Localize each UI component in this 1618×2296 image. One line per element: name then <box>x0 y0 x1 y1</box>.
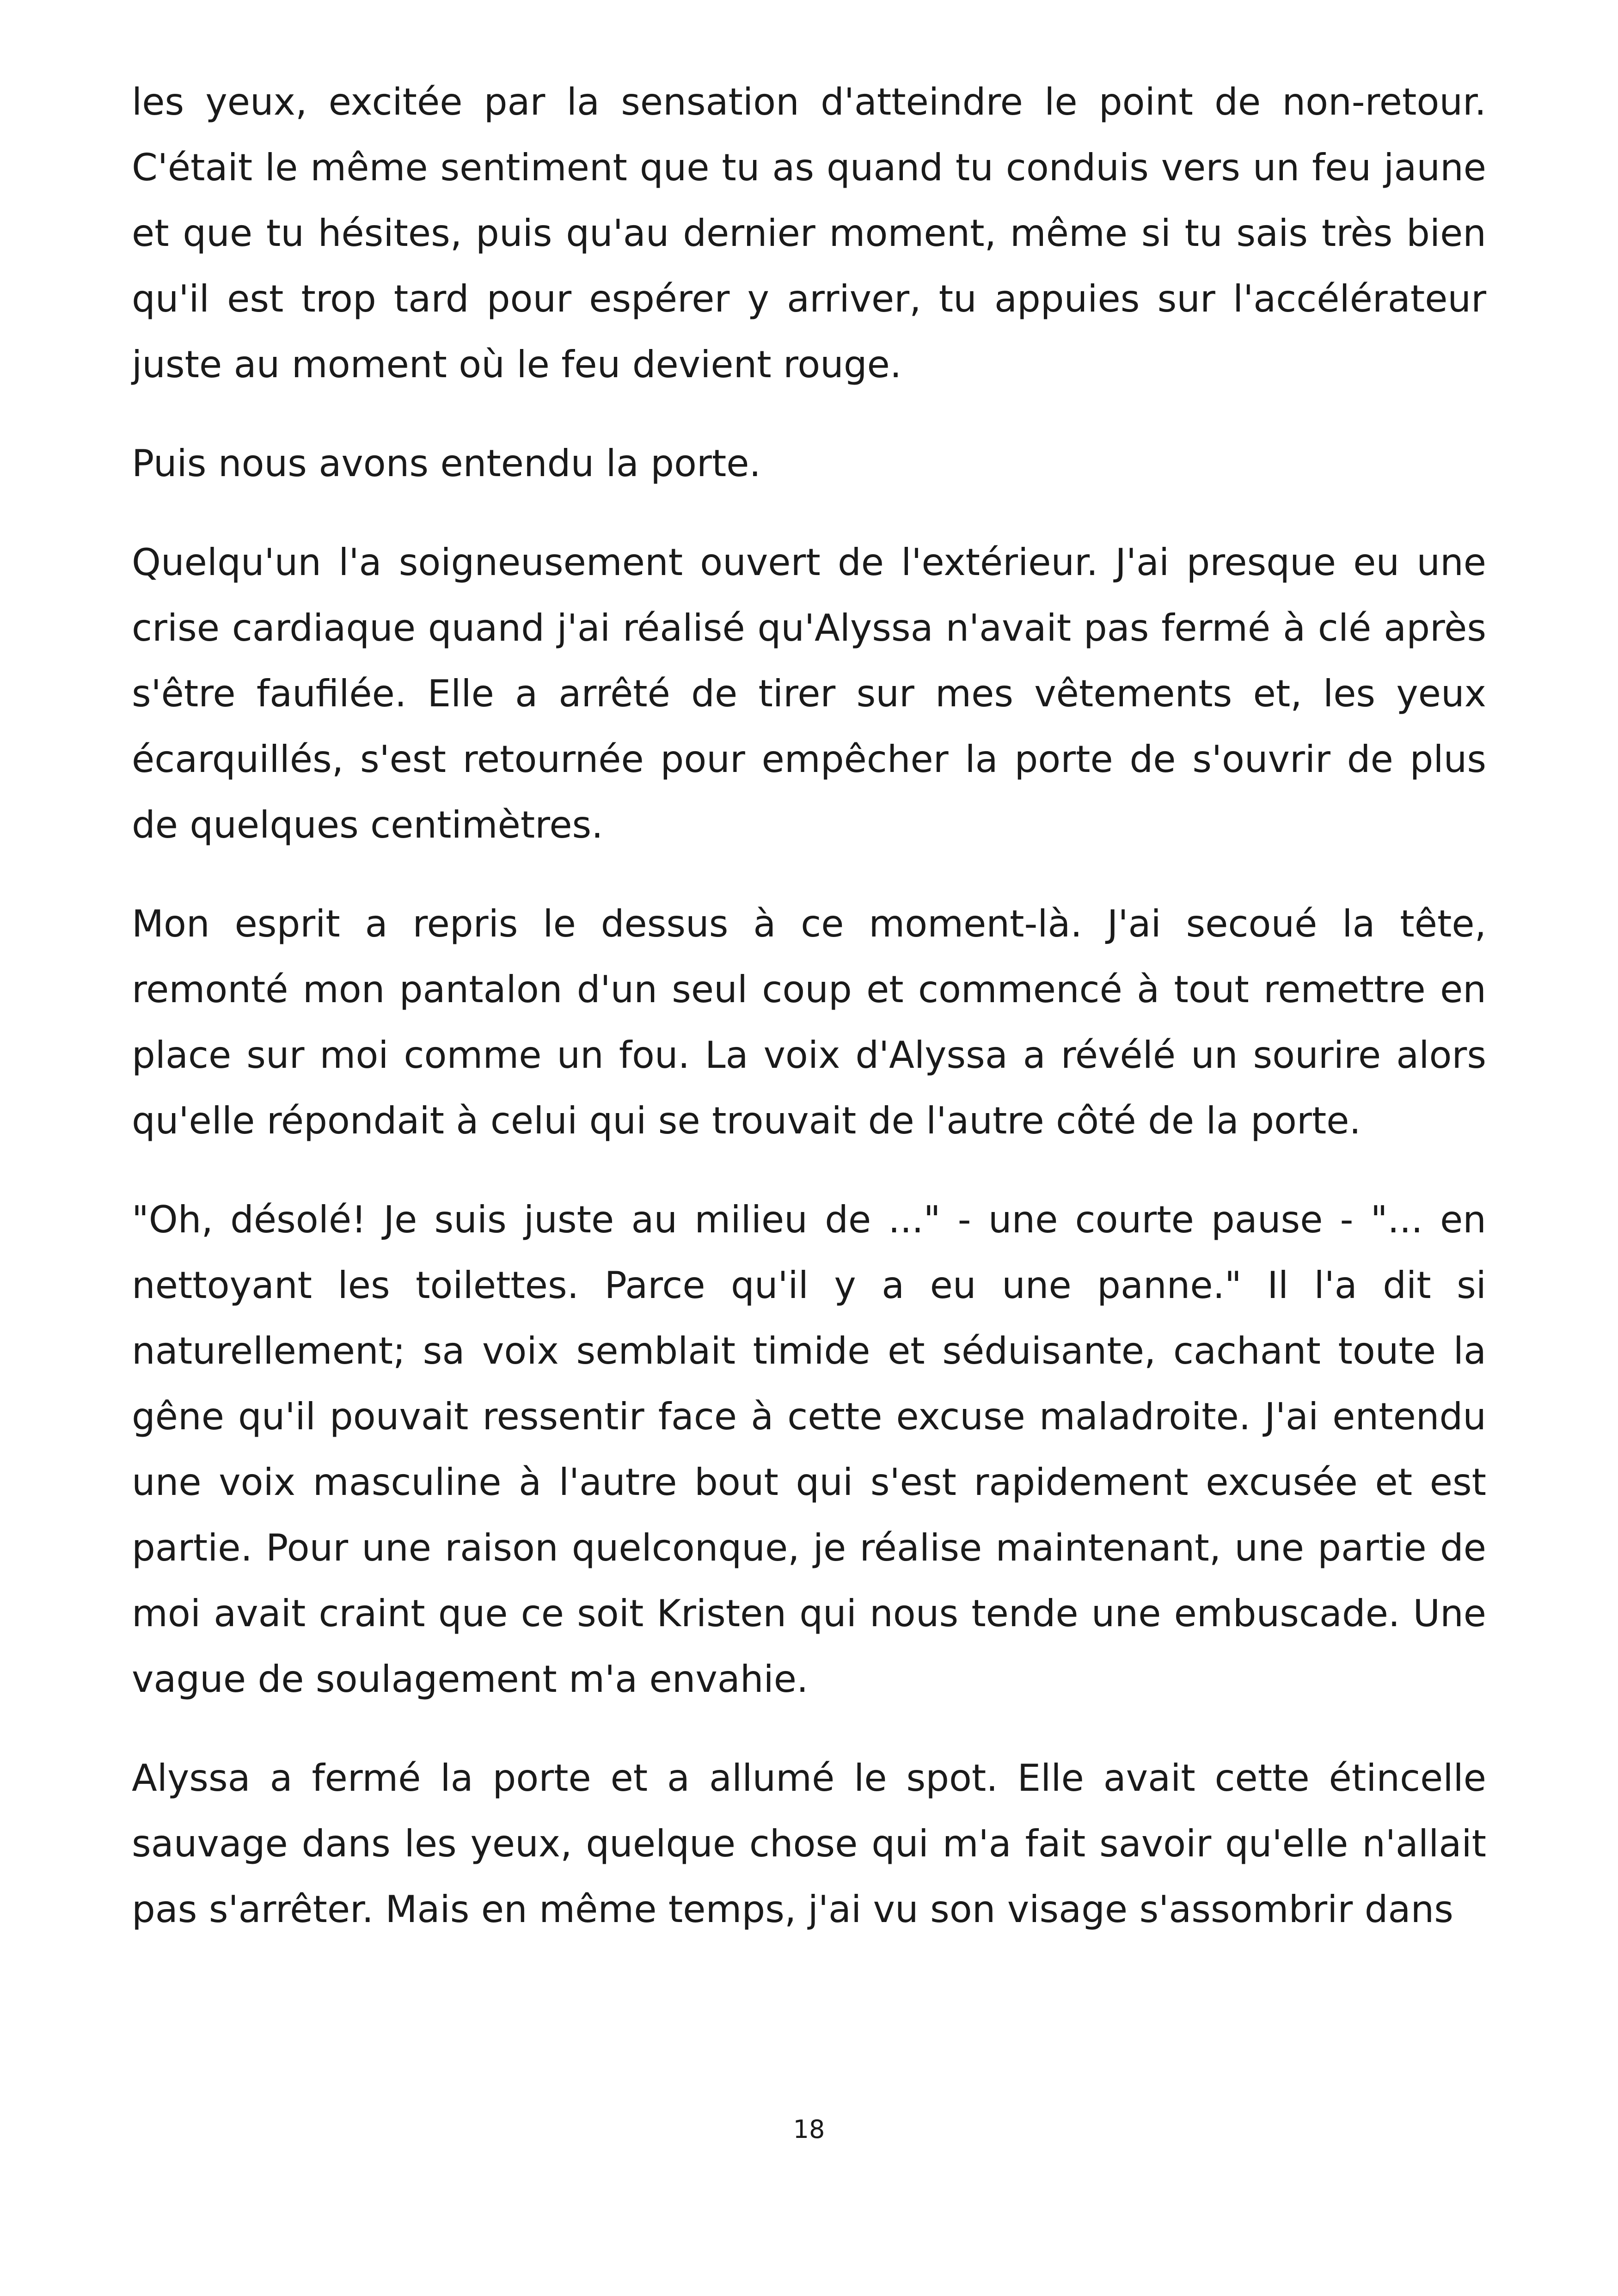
page-number: 18 <box>793 2115 825 2144</box>
paragraph-5: "Oh, désolé! Je suis juste au milieu de ..." - une courte pause - "... en nettoyant les toilettes. Parce qu'il y a eu une panne." Il l'a dit si naturellement; sa voix semblait timide et séduisante, cachant toute la gêne qu'il pouvait ressentir face à cette excuse maladroite. J'ai entendu une voix masculine à l'autre bout qui s'est rapidement excusée et est partie. Pour une raison quelconque, je réalise maintenant, une partie de moi avait craint que ce soit Kristen qui nous tende une embuscade. Une vague de soulagement m'a envahie. <box>132 1198 1486 1701</box>
paragraph-3: Quelqu'un l'a soigneusement ouvert de l'extérieur. J'ai presque eu une crise cardiaque quand j'ai réalisé qu'Alyssa n'avait pas fermé à clé après s'être faufilée. Elle a arrêté de tirer sur mes vêtements et, les yeux écarquillés, s'est retournée pour empêcher la porte de s'ouvrir de plus de quelques centimètres. <box>132 541 1486 846</box>
paragraph-2: Puis nous avons entendu la porte. <box>132 442 761 485</box>
paragraph-1: les yeux, excitée par la sensation d'atteindre le point de non-retour. C'était le même sentiment que tu as quand tu conduis vers un feu jaune et que tu hésites, puis qu'au dernier moment, même si tu sais très bien qu'il est trop tard pour espérer y arriver, tu appuies sur l'accélérateur juste au moment où le feu devient rouge. <box>132 80 1486 386</box>
paragraph-6: Alyssa a fermé la porte et a allumé le spot. Elle avait cette étincelle sauvage dans les yeux, quelque chose qui m'a fait savoir qu'elle n'allait pas s'arrêter. Mais en même temps, j'ai vu son visage s'assombrir dans <box>132 1757 1486 1931</box>
body-text <box>132 69 1486 1942</box>
paragraph-4: Mon esprit a repris le dessus à ce moment-là. J'ai secoué la tête, remonté mon pantalon d'un seul coup et commencé à tout remettre en place sur moi comme un fou. La voix d'Alyssa a révélé un sourire alors qu'elle répondait à celui qui se trouvait de l'autre côté de la porte. <box>132 902 1486 1142</box>
